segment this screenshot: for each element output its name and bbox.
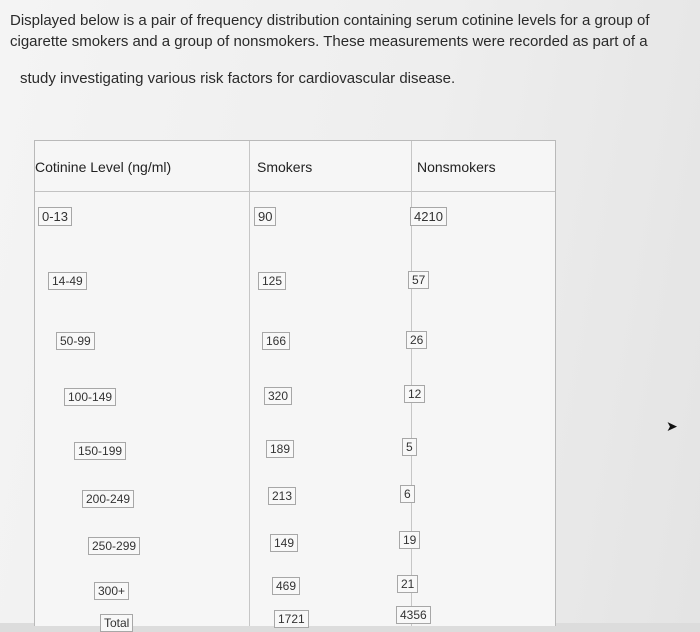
table-cell-smokers: 125 (258, 272, 286, 290)
table-cell-smokers: 149 (270, 534, 298, 552)
table-cell-level: 250-299 (88, 537, 140, 555)
table-cell-smokers: 469 (272, 577, 300, 595)
table-cell-level: 300+ (94, 582, 129, 600)
table-cell-nonsmokers: 21 (397, 575, 418, 593)
header-smokers: Smokers (257, 159, 313, 175)
intro-line-1: Displayed below is a pair of frequency distribution containing serum cotinine levels for a group of (10, 12, 650, 29)
table-cell-smokers: 189 (266, 440, 294, 458)
header-cotinine-level: Cotinine Level (ng/ml) (35, 159, 172, 175)
table-cell-level: 200-249 (82, 490, 134, 508)
table-cell-level: 14-49 (48, 272, 87, 290)
table-cell-nonsmokers: 19 (399, 531, 420, 549)
header-nonsmokers: Nonsmokers (417, 159, 496, 175)
table-cell-nonsmokers: 6 (400, 485, 415, 503)
table-cell-level: 150-199 (74, 442, 126, 460)
table-cell-total-nonsmokers: 4356 (396, 606, 431, 624)
table-cell-smokers: 166 (262, 332, 290, 350)
intro-paragraph (10, 10, 678, 89)
intro-line-2: cigarette smokers and a group of nonsmokers. These measurements were recorded as part of a (10, 33, 648, 50)
table-cell-nonsmokers: 5 (402, 438, 417, 456)
table-cell-smokers: 90 (254, 207, 276, 226)
table-cell-nonsmokers: 4210 (410, 207, 447, 226)
intro-line-3: study investigating various risk factors for cardiovascular disease. (20, 70, 456, 87)
table-cell-level: 50-99 (56, 332, 95, 350)
table-cell-total-smokers: 1721 (274, 610, 309, 628)
table-cell-nonsmokers: 57 (408, 271, 429, 289)
table-cell-nonsmokers: 12 (404, 385, 425, 403)
table-cell-nonsmokers: 26 (406, 331, 427, 349)
column-divider (249, 141, 250, 626)
table-cell-smokers: 320 (264, 387, 292, 405)
mouse-cursor-icon: ➤ (666, 418, 678, 434)
table-cell-level: 100-149 (64, 388, 116, 406)
table-cell-level: 0-13 (38, 207, 72, 226)
table-header-row (35, 141, 555, 192)
table-cell-total-label: Total (100, 614, 133, 632)
table-cell-smokers: 213 (268, 487, 296, 505)
